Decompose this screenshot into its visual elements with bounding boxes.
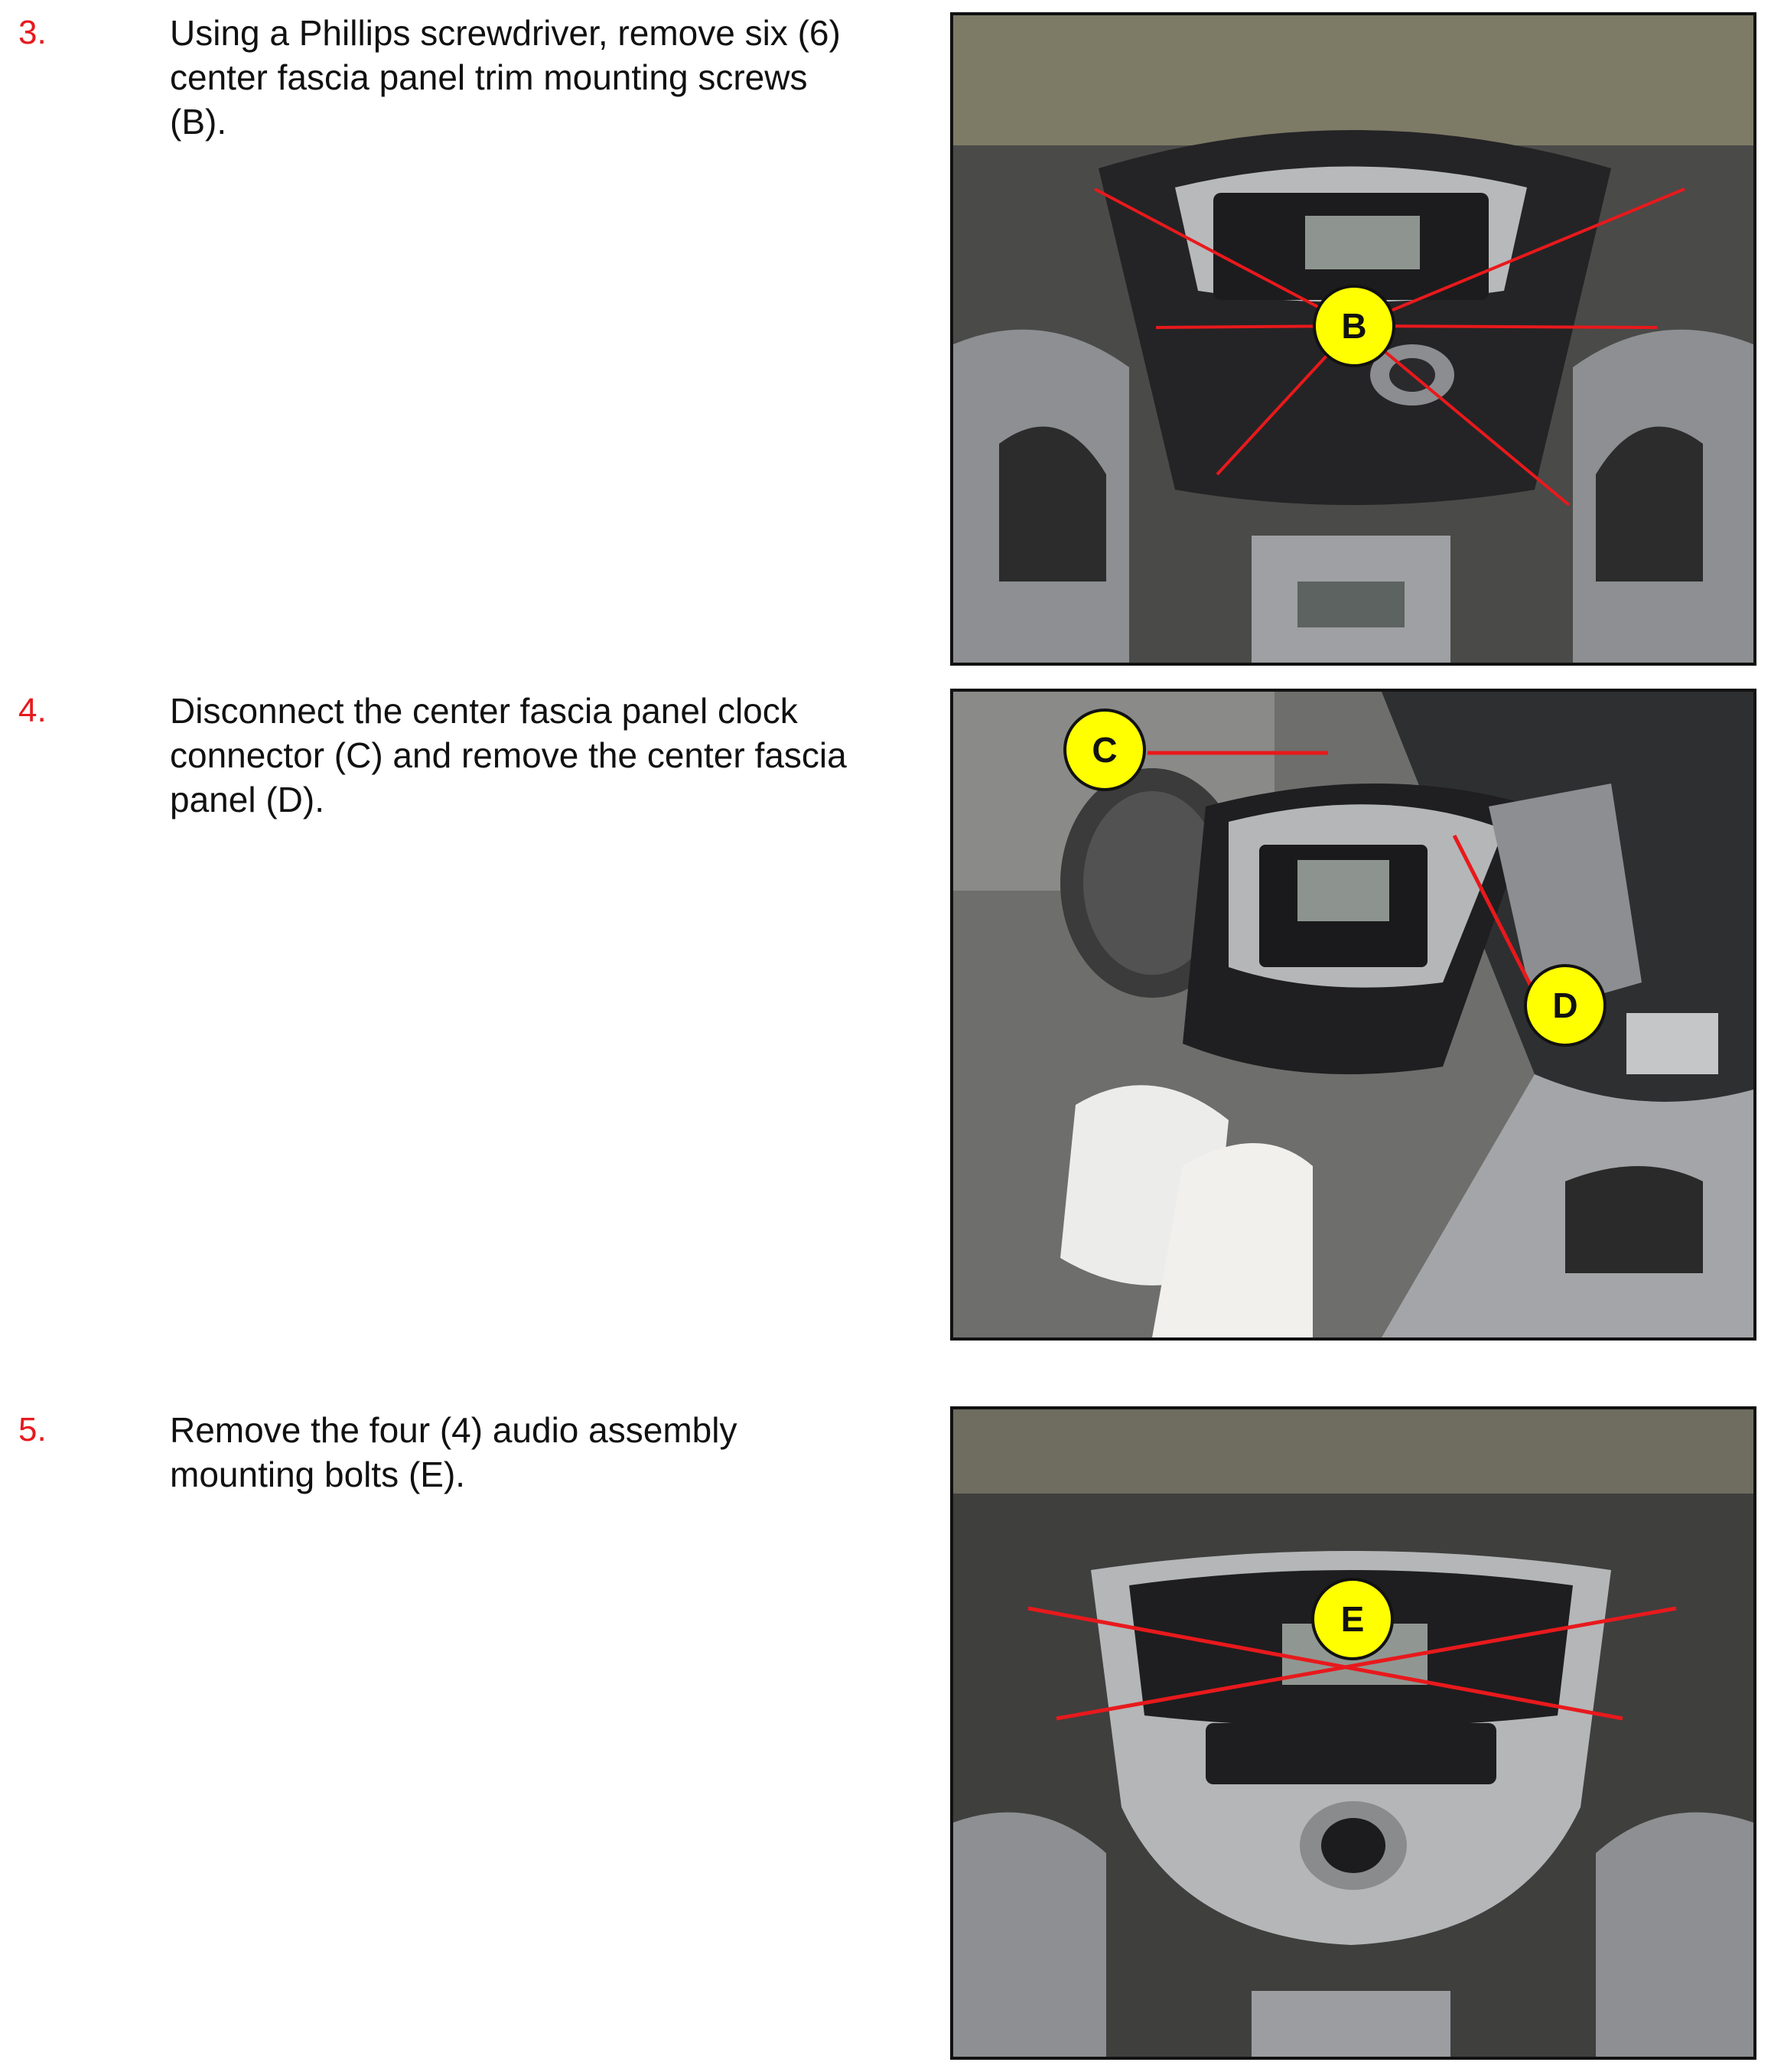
- step-3-photo: [950, 12, 1756, 666]
- callout-e-label: E: [1340, 1599, 1365, 1639]
- callout-c-label: C: [1092, 730, 1118, 770]
- step-4-text: Disconnect the center fascia panel clock connector (C) and remove the center fascia panel (D).: [170, 691, 847, 819]
- callout-d-label: D: [1552, 986, 1578, 1025]
- step-5-photo: [950, 1406, 1756, 2060]
- step-5-number: 5.: [18, 1411, 47, 1448]
- step-3-number: 3.: [18, 14, 47, 51]
- step-4-number: 4.: [18, 692, 47, 729]
- callout-b-label: B: [1341, 306, 1367, 346]
- step-4-photo: [950, 689, 1756, 1341]
- step-3-text: Using a Phillips screwdriver, remove six (6) center fascia panel trim mounting screws (B).: [170, 13, 841, 142]
- step-5-text: Remove the four (4) audio assembly mounting bolts (E).: [170, 1410, 737, 1494]
